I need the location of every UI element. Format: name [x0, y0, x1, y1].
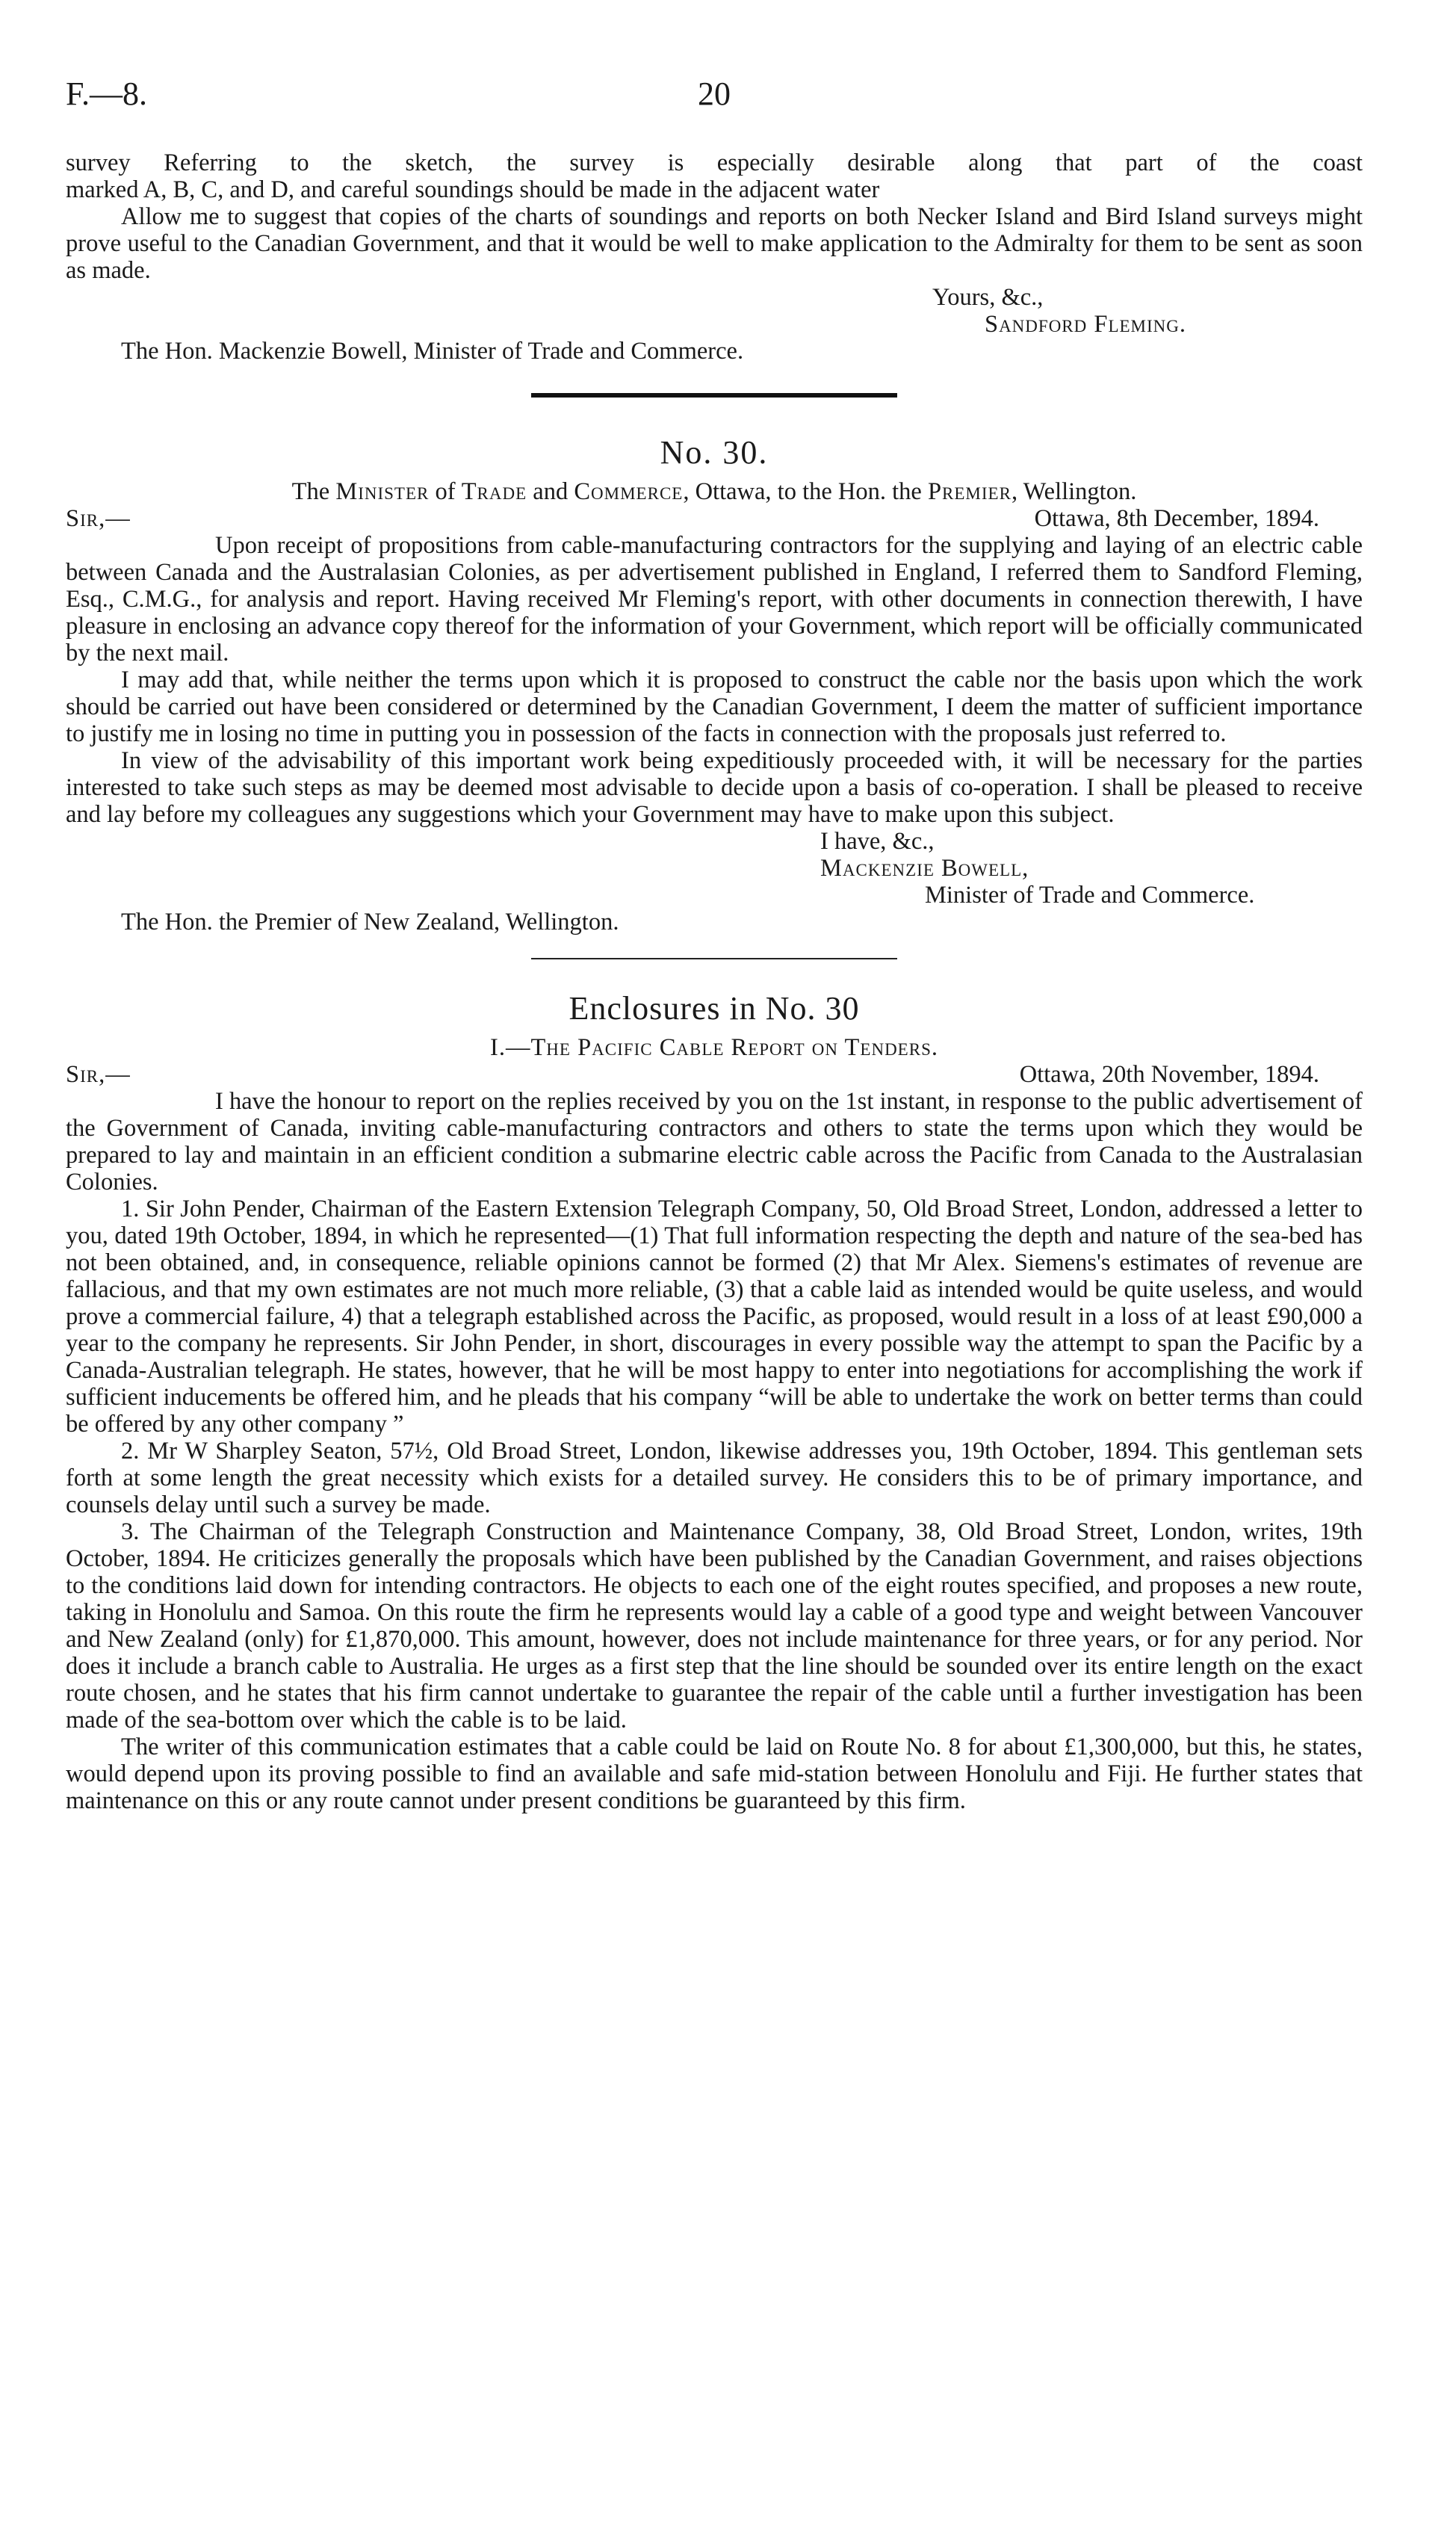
- section-divider: [531, 958, 897, 959]
- salutation: Sir,—: [66, 505, 131, 532]
- letter-paragraph: I may add that, while neither the terms upon which it is proposed to construct the cable nor the basis upon which the work should be carried out have been considered or determined by the Canadian Government, I deem the matter of sufficient importance to justify me in losing no time in putting you in possession of the facts in connection with the proposals just referred to.: [66, 667, 1363, 747]
- page-header: [66, 75, 1363, 120]
- letter-addressee: The Hon. the Premier of New Zealand, Wellington.: [121, 909, 619, 936]
- enclosures-title: Enclosures in No. 30: [569, 990, 860, 1027]
- section-divider: [531, 393, 897, 398]
- prev-letter-signature: Sandford Fleming.: [985, 311, 1187, 338]
- letter-paragraph: Upon receipt of propositions from cable-manufacturing contractors for the supplying and laying of an electric cable between Canada and the Australasian Colonies, as per advertisement published in England, I referred them to Sandford Fleming, Esq., C.M.G., for analysis and report. Having received Mr Fleming's report, with other documents in connection therewith, I have pleasure in enclosing an advance copy thereof for the information of your Government, which report will be officially communicated by the next mail.: [66, 532, 1363, 667]
- parliamentary-paper-ref: F.—8.: [66, 75, 147, 112]
- prev-letter-paragraph: Allow me to suggest that copies of the charts of soundings and reports on both Necker Island and Bird Island surveys might prove useful to the Canadian Government, and that it would be well to make application to the Admiralty for them to be sent as soon as made.: [66, 203, 1363, 284]
- report-paragraph: 2. Mr W Sharpley Seaton, 57½, Old Broad Street, London, likewise addresses you, 19th October, 1894. This gentleman sets forth at some length the great necessity which exists for a detailed survey. He considers this to be of primary importance, and counsels delay until such a survey be made.: [66, 1438, 1363, 1518]
- report-paragraph: 1. Sir John Pender, Chairman of the Eastern Extension Telegraph Company, 50, Old Broad Street, London, addressed a letter to you, dated 19th October, 1894, in which he represented—(1) That full information respecting the depth and nature of the sea-bed has not been obtained, and, in consequence, reliable opinions cannot be formed (2) that Mr Alex. Siemens's estimates of revenue are fallacious, and that my own estimates are not much more reliable, (3) that a cable laid as intended would be quite useless, and would prove a commercial failure, 4) that a telegraph established across the Pacific, as proposed, would result in a loss of at least £90,000 a year to the company he represents. Sir John Pender, in short, discourages in every possible way the attempt to span the Pacific by a Canada-Australian telegraph. He states, however, that he will be most happy to enter into negotiations for accomplishing the work if sufficient inducements be offered him, and he pleads that his company “will be able to undertake the work on better terms than could be offered by any other company ”: [66, 1196, 1363, 1438]
- letter-date: Ottawa, 8th December, 1894.: [1034, 505, 1319, 532]
- salutation-date-line: [66, 505, 1363, 532]
- page-number: 20: [698, 75, 731, 112]
- document-body: [66, 149, 1363, 1814]
- report-paragraph: 3. The Chairman of the Telegraph Construction and Maintenance Company, 38, Old Broad Street, London, writes, 19th October, 1894. He criticizes generally the proposals which have been published by the Canadian Government, and raises objections to the conditions laid down for intending contractors. He objects to each one of the eight routes specified, and proposes a new route, taking in Honolulu and Samoa. On this route the firm he represents would lay a cable of a good type and weight between Vancouver and New Zealand (only) for £1,870,000. This amount, however, does not include maintenance for three years, or for any period. Nor does it include a branch cable to Australia. He urges as a first step that the line should be sounded over its entire length on the exact route chosen, and he states that his firm cannot undertake to guarantee the repair of the cable until a further investigation has been made of the sea-bottom over which the cable is to be laid.: [66, 1518, 1363, 1734]
- letter-signature: Mackenzie Bowell,: [820, 855, 1029, 882]
- enclosure-subtitle: I.—The Pacific Cable Report on Tenders.: [490, 1034, 938, 1061]
- letter-closing: I have, &c.,: [820, 828, 935, 855]
- prev-letter-addressee: The Hon. Mackenzie Bowell, Minister of Trade and Commerce.: [121, 338, 744, 365]
- letter-number: No. 30.: [660, 434, 769, 471]
- salutation: Sir,—: [66, 1061, 131, 1088]
- prev-letter-closing: Yours, &c.,: [932, 284, 1044, 311]
- prev-letter-line-2: marked A, B, C, and D, and careful soundings should be made in the adjacent water: [66, 176, 880, 203]
- letter-heading: The Minister of Trade and Commerce, Ottawa, to the Hon. the Premier, Wellington.: [291, 478, 1137, 505]
- document-page: [66, 0, 1363, 2542]
- letter-paragraph: In view of the advisability of this important work being expeditiously proceeded with, it will be necessary for the parties interested to take such steps as may be deemed most advisable to decide upon a basis of co-operation. I shall be pleased to receive and lay before my colleagues any suggestions which your Government may have to make upon this subject.: [66, 747, 1363, 828]
- prev-letter-line-1: survey Referring to the sketch, the survey is especially desirable along that part of the coast: [66, 149, 1363, 176]
- report-paragraph: The writer of this communication estimates that a cable could be laid on Route No. 8 for about £1,300,000, but this, he states, would depend upon its proving possible to find an available and safe mid-station between Honolulu and Fiji. He further states that maintenance on this or any route cannot under present conditions be guaranteed by this firm.: [66, 1734, 1363, 1814]
- report-date: Ottawa, 20th November, 1894.: [1019, 1061, 1319, 1088]
- report-intro: I have the honour to report on the replies received by you on the 1st instant, in response to the public advertisement of the Government of Canada, inviting cable-manufacturing contractors and others to state the terms upon which they would be prepared to lay and maintain in an efficient condition a submarine electric cable across the Pacific from Canada to the Australasian Colonies.: [66, 1088, 1363, 1196]
- salutation-date-line: [66, 1061, 1363, 1088]
- signatory-title: Minister of Trade and Commerce.: [925, 882, 1255, 909]
